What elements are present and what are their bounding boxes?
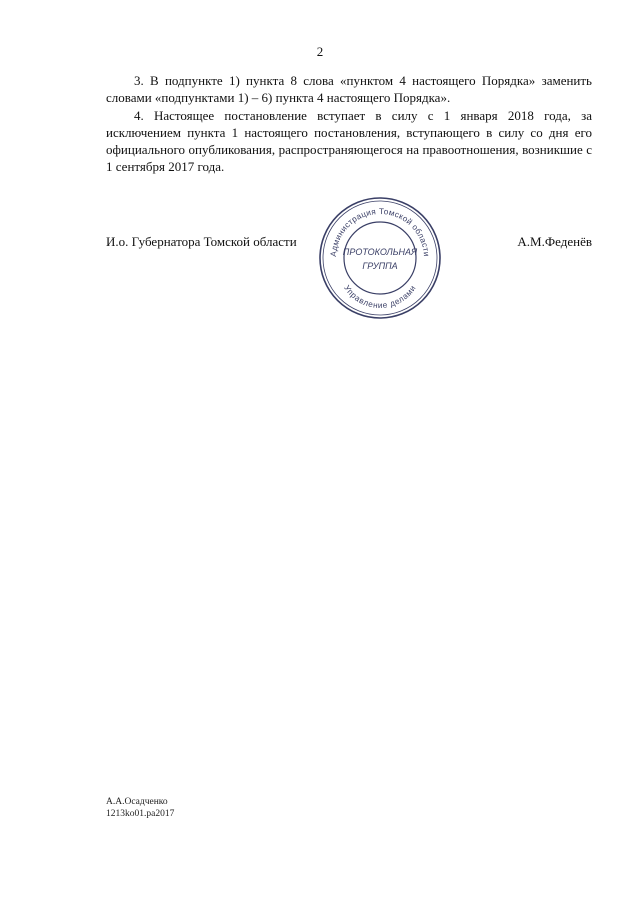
seal-center-line2: ГРУППА xyxy=(362,261,398,271)
official-seal xyxy=(316,194,444,322)
seal-center-line1: ПРОТОКОЛЬНАЯ xyxy=(342,247,418,257)
paragraph-3: 3. В подпункте 1) пункта 8 слова «пунктом 4 настоящего Порядка» заменить словами «подпунктами 1) – 6) пункта 4 настоящего Порядка». xyxy=(106,73,592,105)
svg-text:Управление делами xyxy=(342,284,418,310)
signer-title: И.о. Губернатора Томской области xyxy=(106,234,297,249)
paragraph-4: 4. Настоящее постановление вступает в силу с 1 января 2018 года, за исключением пункта 1 настоящего постановления, вступающего в силу со дня его официального опубликования, распространяющегося на правоотношения, возникшие с 1 сентября 2017 года. xyxy=(106,108,592,174)
page-number: 2 xyxy=(316,44,324,59)
footer-doc-code: 1213ko01.pa2017 xyxy=(106,809,175,819)
signer-name: А.М.Феденёв xyxy=(517,234,592,249)
seal-icon xyxy=(316,194,444,322)
document-footer xyxy=(106,796,174,820)
footer-author: А.А.Осадченко xyxy=(106,797,168,807)
document-body xyxy=(106,72,592,175)
seal-bottom-text: Управление делами xyxy=(342,283,418,311)
seal-top-text: Администрация Томской области xyxy=(328,206,432,258)
